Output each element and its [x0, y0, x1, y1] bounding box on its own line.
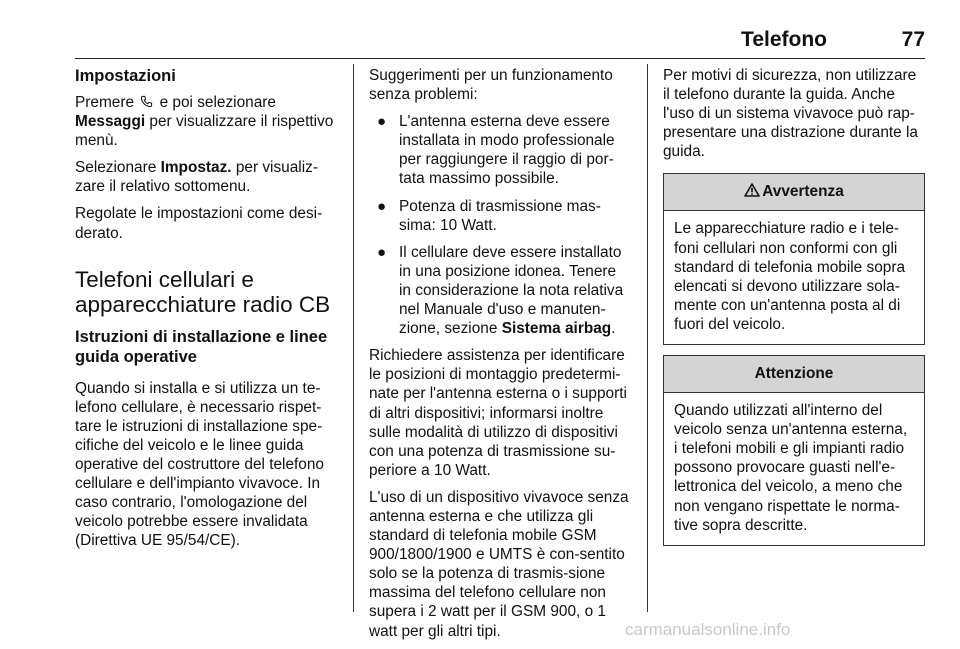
paragraph-installazione: Quando si installa e si utilizza un te-lefono cellulare, è necessario rispet-tare le istruzioni di installazione spe-cifiche del veicolo e le linee guida operative del costruttore del telefono cellulare e dell'impianto vivavoce. In caso contrario, l'omologazione del veicolo potrebbe essere invalidata (Direttiva UE 95/54/CE).	[75, 379, 324, 550]
bullet-dot: ●	[377, 243, 387, 261]
text-poi-selezionare: e poi selezionare	[159, 94, 276, 111]
caution-box-title: Attenzione	[664, 356, 924, 393]
list-item	[369, 112, 632, 188]
list-item	[369, 243, 632, 338]
bullet-dot: ●	[377, 197, 387, 215]
column-divider	[647, 64, 648, 612]
text-selezionare: Selezionare	[75, 159, 157, 177]
caution-box	[663, 355, 925, 546]
phone-icon	[140, 95, 153, 108]
tips-list	[369, 112, 632, 338]
column-middle	[369, 66, 632, 649]
caution-box-body: Quando utilizzati all'interno del veicolo senza un'antenna esterna, i telefoni mobili e gli impianti radio possono provocare guasti nell'e-lettronica del veicolo, a meno che non vengano rispettate le norma-tive sopra descritte.	[674, 402, 908, 534]
text-messaggi: Messaggi	[75, 113, 146, 131]
watermark: carmanualsonline.info	[625, 620, 791, 639]
text-period: .	[611, 320, 616, 338]
warning-box	[663, 173, 925, 345]
list-item	[369, 197, 632, 235]
text-premere: Premere	[75, 94, 135, 111]
text-sistema-airbag: Sistema airbag	[501, 320, 612, 338]
section-title: Telefoni cellulari e apparecchiature radio CB	[75, 266, 331, 317]
column-left	[75, 66, 347, 559]
text-sottomenu: per visualiz-zare il relativo sottomenu.	[75, 159, 318, 196]
warning-title-text: Avvertenza	[762, 183, 844, 201]
warning-box-title	[664, 174, 924, 211]
page-header	[75, 22, 925, 59]
column-divider	[353, 64, 354, 612]
text-visualizzare-menu: per visualizzare il rispettivo menù.	[75, 113, 334, 150]
column-right	[663, 66, 925, 546]
text-impostaz: Impostaz.	[160, 159, 232, 177]
bullet-dot: ●	[377, 113, 387, 131]
header-section-title: Telefono	[741, 28, 827, 51]
impostazioni-heading: Impostazioni	[75, 67, 176, 85]
list-item-text: Il cellulare deve essere installato in una posizione idonea. Tenere in considerazione la nota relativa nel Manuale d'uso e manuten-zione, sezione	[399, 243, 624, 338]
warning-box-body: Le apparecchiature radio e i tele-foni cellulari non conformi con gli standard di telefonia mobile sopra elencati si devono utilizzare sola-mente con un'antenna posta al di fuori del veicolo.	[674, 220, 906, 333]
paragraph-premere	[75, 93, 347, 150]
paragraph-sicurezza: Per motivi di sicurezza, non utilizzare il telefono durante la guida. Anche l'uso di un sistema vivavoce può rap-presentare una distrazione durante la guida.	[663, 67, 918, 161]
list-item-text: L'antenna esterna deve essere installata in modo professionale per raggiungere il raggio di por-tata massimo possibile.	[399, 113, 615, 188]
subsection-title: Istruzioni di installazione e linee guida operative	[75, 327, 328, 366]
paragraph-vivavoce: L'uso di un dispositivo vivavoce senza antenna esterna e che utilizza gli standard di telefonia mobile GSM 900/1800/1900 e UMTS è con-sentito solo se la potenza di trasmis-sione massima del telefono cellulare non supera i 2 watt per il GSM 900, o 1 watt per gli altri tipi.	[369, 488, 629, 640]
list-item-text: Potenza di trasmissione mas-sima: 10 Watt.	[399, 197, 601, 234]
paragraph-assistenza: Richiedere assistenza per identificare le posizioni di montaggio predetermi-nate per l'antenna esterna o i supporti di altri dispositivi; informarsi inoltre sulle modalità di utilizzo di dispositivi con una potenza di trasmissione su-periore a 10 Watt.	[369, 347, 627, 479]
paragraph-suggerimenti: Suggerimenti per un funzionamento senza problemi:	[369, 67, 613, 104]
paragraph-selezionare	[75, 158, 347, 196]
paragraph-regolate: Regolate le impostazioni come desi-derato.	[75, 205, 323, 242]
page-number: 77	[901, 28, 925, 51]
warning-triangle-icon	[744, 183, 760, 197]
